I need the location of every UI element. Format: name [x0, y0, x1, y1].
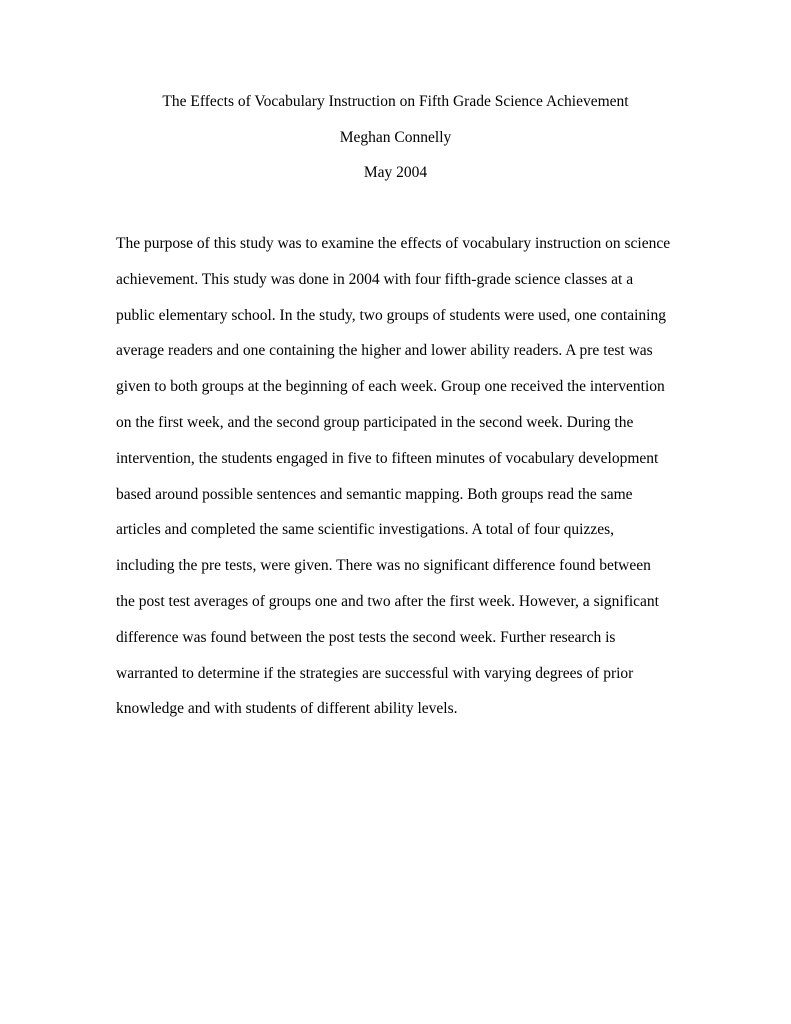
- abstract-line: warranted to determine if the strategies are successful with varying degrees of prior: [116, 664, 634, 682]
- abstract-line: the post test averages of groups one and two after the first week. However, a significant: [116, 592, 659, 610]
- document-date: May 2004: [363, 164, 428, 181]
- abstract-line: public elementary school. In the study, two groups of students were used, one containing: [116, 306, 666, 324]
- abstract-paragraph: [116, 234, 686, 735]
- abstract-line: difference was found between the post tests the second week. Further research is: [116, 628, 616, 646]
- abstract-line: articles and completed the same scientific investigations. A total of four quizzes,: [116, 521, 615, 539]
- abstract-line: including the pre tests, were given. There was no significant difference found between: [116, 557, 651, 575]
- document-title: The Effects of Vocabulary Instruction on Fifth Grade Science Achievement: [162, 93, 629, 110]
- abstract-line: based around possible sentences and semantic mapping. Both groups read the same: [116, 485, 633, 503]
- abstract-line: on the first week, and the second group participated in the second week. During the: [116, 413, 634, 431]
- abstract-line: given to both groups at the beginning of each week. Group one received the intervention: [116, 378, 665, 396]
- document-author: Meghan Connelly: [339, 129, 452, 146]
- abstract-line: average readers and one containing the higher and lower ability readers. A pre test was: [116, 342, 653, 360]
- abstract-line: The purpose of this study was to examine the effects of vocabulary instruction on science: [116, 235, 671, 252]
- abstract-line: intervention, the students engaged in five to fifteen minutes of vocabulary development: [116, 449, 659, 467]
- abstract-line: achievement. This study was done in 2004 with four fifth-grade science classes at a: [116, 270, 634, 288]
- abstract-line: knowledge and with students of different ability levels.: [116, 700, 458, 718]
